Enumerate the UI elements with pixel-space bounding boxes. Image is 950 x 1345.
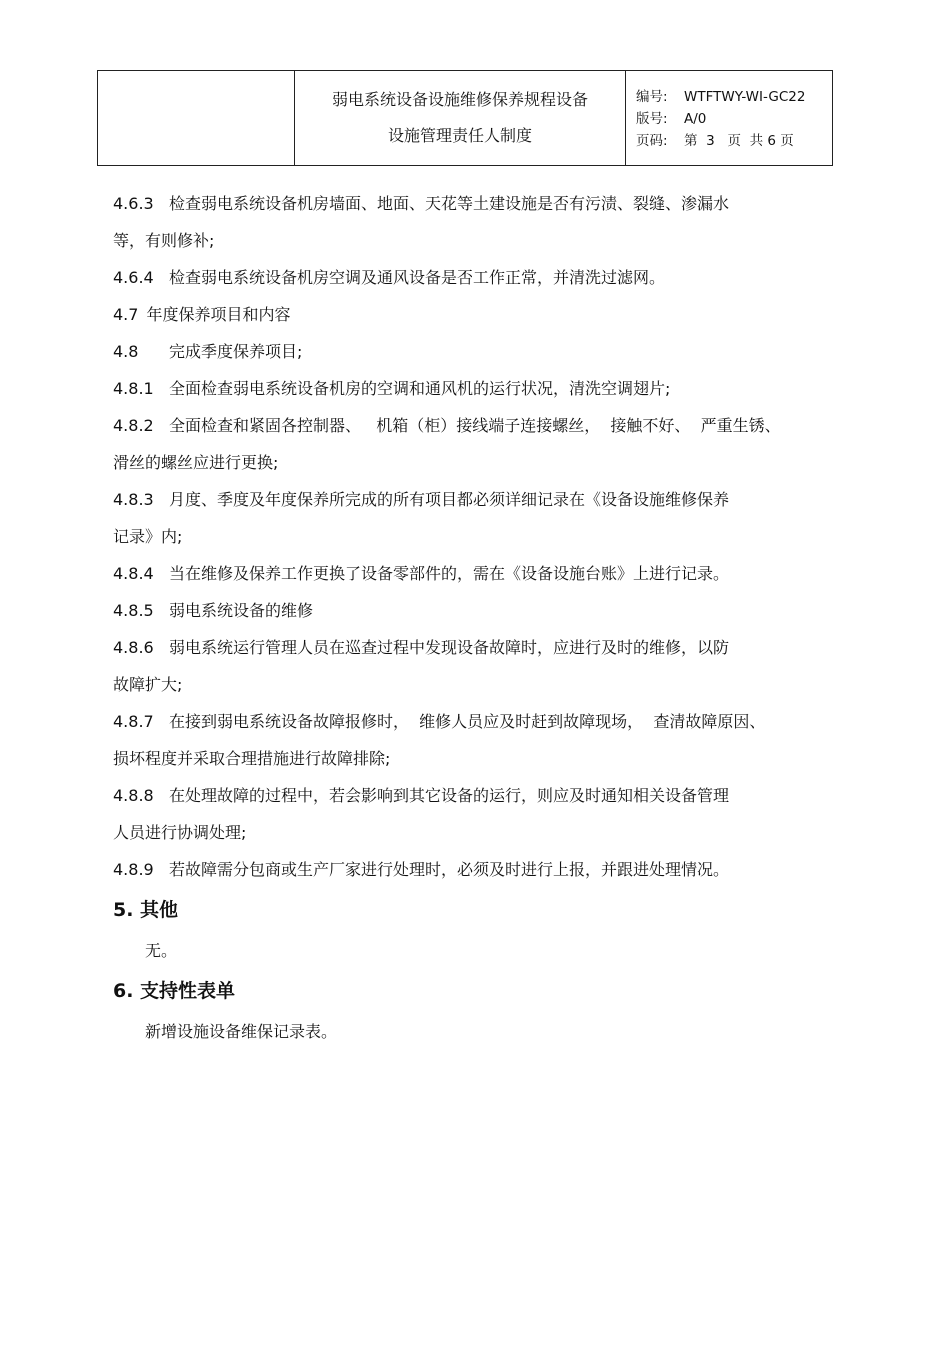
clause-number: 4.8.5 [113, 601, 154, 620]
clause-text: 损坏程度并采取合理措施进行故障排除; [113, 749, 391, 768]
paragraph [113, 666, 838, 703]
clause-text: 若故障需分包商或生产厂家进行处理时，必须及时进行上报，并跟进处理情况。 [169, 860, 730, 879]
clause-text: 检查弱电系统设备机房空调及通风设备是否工作正常，并清洗过滤网。 [169, 268, 666, 287]
section-6-body: 新增设施设备维保记录表。 [145, 1022, 338, 1041]
paragraph [113, 592, 838, 629]
clause-text: 全面检查弱电系统设备机房的空调和通风机的运行状况，清洗空调翅片; [169, 379, 671, 398]
paragraph [113, 185, 838, 222]
page-label: 页码: [636, 133, 668, 149]
page-value: 第 3 页 共 6 页 [684, 133, 794, 149]
clause-text: 检查弱电系统设备机房墙面、地面、天花等土建设施是否有污渍、裂缝、渗漏水 [169, 194, 730, 213]
clause-text: 月度、季度及年度保养所完成的所有项目都必须详细记录在《设备设施维修保养 [169, 490, 730, 509]
clause-text: 弱电系统运行管理人员在巡查过程中发现设备故障时，应进行及时的维修，以防 [169, 638, 730, 657]
clause-text: 在接到弱电系统设备故障报修时， 维修人员应及时赶到故障现场， 查清故障原因、 [169, 712, 766, 731]
clause-text: 全面检查和紧固各控制器、 机箱（柜）接线端子连接螺丝， 接触不好、 严重生锈、 [169, 416, 781, 435]
paragraph [113, 481, 838, 518]
clause-text: 人员进行协调处理; [113, 823, 247, 842]
paragraph [113, 407, 838, 444]
section-6-heading: 6. 支持性表单 [113, 980, 236, 1002]
paragraph [113, 444, 838, 481]
paragraph [113, 740, 838, 777]
clause-number: 4.8.4 [113, 564, 154, 583]
document-header-table [97, 70, 833, 166]
clause-number: 4.8.2 [113, 416, 154, 435]
paragraph [113, 555, 838, 592]
paragraph [113, 296, 838, 333]
document-meta [626, 71, 832, 165]
paragraph [113, 814, 838, 851]
clause-text: 滑丝的螺丝应进行更换; [113, 453, 279, 472]
code-label: 编号: [636, 89, 668, 105]
paragraph [113, 333, 838, 370]
clause-number: 4.8.1 [113, 379, 154, 398]
paragraph [113, 851, 838, 888]
clause-number: 4.8 [113, 342, 139, 361]
title-line-1: 弱电系统设备设施维修保养规程设备 [331, 90, 588, 109]
clause-number: 4.8.7 [113, 712, 154, 731]
logo-cell [98, 71, 295, 165]
clause-text: 年度保养项目和内容 [146, 305, 291, 324]
paragraph [113, 703, 838, 740]
paragraph [113, 259, 838, 296]
document-title [295, 71, 626, 165]
page-row [636, 130, 832, 152]
clause-number: 4.8.9 [113, 860, 154, 879]
paragraph [113, 777, 838, 814]
clause-number: 4.6.4 [113, 268, 154, 287]
clause-text: 完成季度保养项目; [169, 342, 303, 361]
clause-number: 4.6.3 [113, 194, 154, 213]
code-value: WTFTWY-WI-GC22 [684, 89, 806, 105]
paragraph [113, 518, 838, 555]
paragraph [113, 222, 838, 259]
version-value: A/0 [684, 111, 707, 127]
paragraph [113, 370, 838, 407]
clause-text: 故障扩大; [113, 675, 183, 694]
clause-text: 当在维修及保养工作更换了设备零部件的，需在《设备设施台账》上进行记录。 [169, 564, 730, 583]
title-line-2: 设施管理责任人制度 [387, 126, 532, 145]
clause-text: 等，有则修补; [113, 231, 215, 250]
paragraph [113, 629, 838, 666]
clause-text: 在处理故障的过程中，若会影响到其它设备的运行，则应及时通知相关设备管理 [169, 786, 730, 805]
clause-number: 4.7 [113, 305, 139, 324]
clause-number: 4.8.8 [113, 786, 154, 805]
section-5-heading: 5. 其他 [113, 899, 179, 921]
clause-number: 4.8.3 [113, 490, 154, 509]
code-row [636, 86, 832, 108]
version-row [636, 108, 832, 130]
clause-text: 记录》内; [113, 527, 183, 546]
clause-number: 4.8.6 [113, 638, 154, 657]
document-body [113, 185, 838, 1050]
section-5-body: 无。 [145, 941, 178, 960]
version-label: 版号: [636, 111, 668, 127]
clause-text: 弱电系统设备的维修 [169, 601, 314, 620]
